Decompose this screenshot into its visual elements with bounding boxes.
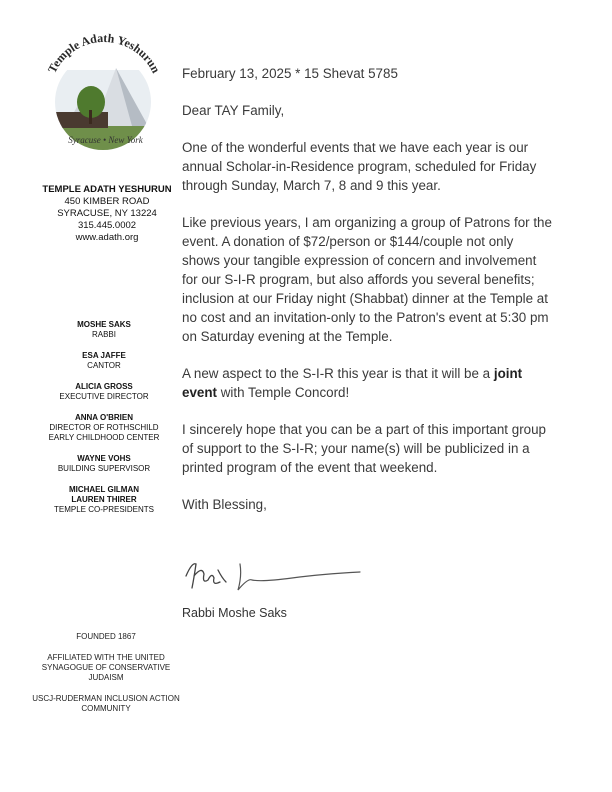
staff-name: ANNA O'BRIEN [74, 413, 134, 422]
staff-entry [14, 320, 194, 340]
staff-name: ALICIA GROSS [75, 382, 133, 391]
staff-title: BUILDING SUPERVISOR [57, 464, 151, 473]
staff-list [14, 320, 194, 526]
staff-entry [14, 485, 194, 515]
p3-text-end: with Temple Concord! [216, 385, 350, 400]
logo-caption: Syracuse • New York [68, 135, 143, 145]
staff-name-2: LAUREN THIRER [71, 495, 137, 504]
address-line-2: SYRACUSE, NY 13224 [57, 208, 157, 219]
p3-bold: joint event [182, 366, 523, 400]
staff-entry [14, 351, 194, 371]
staff-title: DIRECTOR OF ROTHSCHILD EARLY CHILDHOOD CENTER [48, 423, 160, 442]
letter-closing: With Blessing, [182, 497, 267, 512]
inclusion-text: USCJ-RUDERMAN INCLUSION ACTION COMMUNITY [32, 694, 180, 713]
logo-arc-text: Temple Adath Yeshurun [44, 30, 164, 76]
letterhead [18, 184, 196, 244]
letter-paragraph-1: One of the wonderful events that we have each year is our annual Scholar-in-Residence program, scheduled for Friday through Sunday, March 7, 8 and 9 this year. [182, 140, 537, 193]
staff-name: MOSHE SAKS [77, 320, 131, 329]
staff-title: TEMPLE CO-PRESIDENTS [53, 505, 154, 514]
letter-paragraph-4: I sincerely hope that you can be a part of this important group of support to the S-I-R; your name(s) will be publicized in a printed program of the event that weekend. [182, 422, 546, 475]
letter-paragraph-2: Like previous years, I am organizing a group of Patrons for the event. A donation of $72/person or $144/couple not only shows your tangible expression of concern and involvement for our S-I-R program, but also affords you several benefits; inclusion at our Friday night (Shabbat) dinner at the Temple at no cost and an invitation-only to the Patron's event at 5:30 pm on Saturday evening at the Temple. [182, 215, 552, 344]
address-line-1: 450 KIMBER ROAD [64, 196, 150, 207]
org-name: TEMPLE ADATH YESHURUN [42, 184, 172, 195]
temple-logo [36, 30, 171, 150]
website: www.adath.org [75, 232, 139, 243]
left-footer [18, 632, 194, 725]
staff-title: EXECUTIVE DIRECTOR [59, 392, 149, 401]
staff-entry [14, 382, 194, 402]
founded-text: FOUNDED 1867 [76, 632, 136, 641]
letter-paragraph-3 [182, 364, 554, 402]
letter-date: February 13, 2025 * 15 Shevat 5785 [182, 66, 398, 81]
staff-name: WAYNE VOHS [77, 454, 131, 463]
staff-title: CANTOR [87, 361, 121, 370]
staff-title: RABBI [91, 330, 116, 339]
signer-name: Rabbi Moshe Saks [182, 606, 287, 620]
staff-entry [14, 454, 194, 474]
letter-salutation: Dear TAY Family, [182, 103, 285, 118]
p3-text: A new aspect to the S-I-R this year is that it will be a [182, 366, 494, 381]
letter-body [182, 64, 554, 532]
affiliation-text: AFFILIATED WITH THE UNITED SYNAGOGUE OF CONSERVATIVE JUDAISM [41, 653, 171, 682]
staff-entry [14, 413, 194, 443]
phone: 315.445.0002 [77, 220, 137, 231]
staff-name: ESA JAFFE [82, 351, 126, 360]
handwritten-signature [182, 556, 372, 596]
staff-name: MICHAEL GILMAN [68, 485, 140, 494]
